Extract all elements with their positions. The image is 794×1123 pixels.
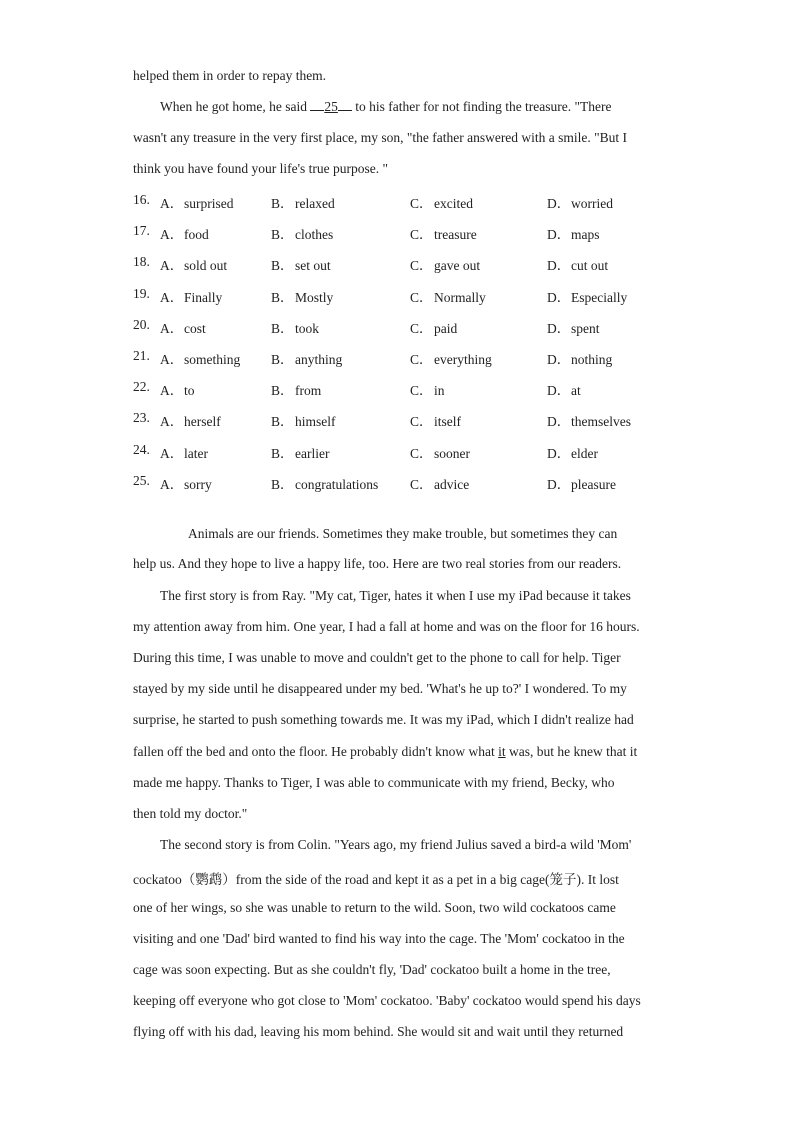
option-label: C． [410,196,433,211]
option-b [271,286,333,306]
passage1-line2: When he got home, he said 25 to his father for not finding the treasure. "There [160,99,612,114]
option-d [547,442,598,462]
passage2-p3-line7: flying off with his dad, leaving his mom behind. She would sit and wait until they returned [133,1024,624,1039]
option-label: D． [547,290,571,305]
option-a [160,223,209,243]
option-label: C． [410,227,433,242]
option-d [547,348,612,368]
option-c [410,379,445,399]
option-label: A． [160,196,184,211]
option-text: Finally [184,290,223,305]
option-label: D． [547,414,571,429]
option-text: themselves [571,414,631,429]
option-text: sorry [184,477,212,492]
option-b [271,442,329,462]
option-c [410,192,473,212]
passage2-p3-line2: cockatoo（鹦鹉）from the side of the road and kept it as a pet in a big cage(笼子). It lost [133,872,619,887]
option-label: B． [271,321,294,336]
option-label: D． [547,227,571,242]
question-row [133,442,673,462]
passage2-p3-line3: one of her wings, so she was unable to return to the wild. Soon, two wild cockatoos came [133,900,616,915]
option-text: from [295,383,322,398]
question-row [133,286,673,306]
option-text: cost [184,321,206,336]
option-c [410,442,470,462]
option-c [410,286,486,306]
option-text: himself [295,414,336,429]
option-d [547,473,616,493]
option-label: B． [271,352,294,367]
option-text: sold out [184,258,228,273]
question-number: 22. [133,379,150,394]
passage2-p3-line5: cage was soon expecting. But as she couldn't fly, 'Dad' cockatoo built a home in the tree, [133,962,611,977]
option-a [160,254,227,274]
option-c [410,410,461,430]
option-label: B． [271,383,294,398]
option-text: excited [434,196,473,211]
option-label: C． [410,352,433,367]
option-label: A． [160,477,184,492]
question-row [133,473,673,493]
passage2-p2-line3: During this time, I was unable to move and couldn't get to the phone to call for help. Tiger [133,650,621,665]
option-text: itself [434,414,461,429]
option-label: A． [160,352,184,367]
option-text: spent [571,321,600,336]
option-label: B． [271,258,294,273]
option-label: C． [410,321,433,336]
option-label: A． [160,414,184,429]
option-text: food [184,227,209,242]
option-d [547,379,581,399]
option-text: at [571,383,581,398]
option-c [410,254,480,274]
option-text: later [184,446,208,461]
passage2-p3-line4: visiting and one 'Dad' bird wanted to find his way into the cage. The 'Mom' cockatoo in the [133,931,625,946]
option-text: cut out [571,258,609,273]
option-d [547,286,627,306]
passage2-p2-line8: then told my doctor." [133,806,248,821]
passage1-line4: think you have found your life's true purpose. " [133,161,389,176]
option-text: worried [571,196,613,211]
option-label: D． [547,258,571,273]
passage2-p1-line2: help us. And they hope to live a happy life, too. Here are two real stories from our readers. [133,556,622,571]
option-label: B． [271,414,294,429]
option-label: D． [547,321,571,336]
passage1-line3: wasn't any treasure in the very first place, my son, "the father answered with a smile. "But I [133,130,628,145]
passage2-p2-line2: my attention away from him. One year, I had a fall at home and was on the floor for 16 hours. [133,619,640,634]
option-label: A． [160,446,184,461]
option-label: C． [410,414,433,429]
option-label: A． [160,383,184,398]
option-label: A． [160,321,184,336]
option-label: C． [410,446,433,461]
question-number: 18. [133,254,150,269]
option-text: pleasure [571,477,616,492]
question-number: 17. [133,223,150,238]
passage2-p3-line1: The second story is from Colin. "Years ago, my friend Julius saved a bird-a wild 'Mom' [160,837,632,852]
option-label: D． [547,383,571,398]
option-label: D． [547,196,571,211]
option-b [271,223,333,243]
passage2-p2-line5: surprise, he started to push something towards me. It was my iPad, which I didn't realize had [133,712,634,727]
option-label: C． [410,258,433,273]
option-d [547,192,613,212]
option-text: elder [571,446,598,461]
passage2-p2-line7: made me happy. Thanks to Tiger, I was able to communicate with my friend, Becky, who [133,775,615,790]
option-label: A． [160,227,184,242]
option-text: advice [434,477,470,492]
question-number: 16. [133,192,150,207]
option-text: something [184,352,241,367]
option-label: A． [160,258,184,273]
option-a [160,317,206,337]
option-label: A． [160,290,184,305]
option-text: Especially [571,290,628,305]
option-b [271,348,342,368]
option-text: to [184,383,195,398]
option-c [410,317,457,337]
option-label: B． [271,227,294,242]
option-d [547,223,600,243]
option-text: sooner [434,446,470,461]
question-row [133,317,673,337]
option-d [547,410,631,430]
option-a [160,473,212,493]
option-text: took [295,321,320,336]
option-b [271,410,336,430]
passage2-p3-line6: keeping off everyone who got close to 'Mom' cockatoo. 'Baby' cockatoo would spend his days [133,993,641,1008]
passage1-line1: helped them in order to repay them. [133,68,327,83]
option-c [410,348,492,368]
option-label: B． [271,446,294,461]
option-b [271,317,319,337]
passage2-p2-line4: stayed by my side until he disappeared under my bed. 'What's he up to?' I wondered. To my [133,681,627,696]
option-text: gave out [434,258,481,273]
option-text: congratulations [295,477,379,492]
question-number: 24. [133,442,150,457]
option-text: set out [295,258,331,273]
option-text: Normally [434,290,486,305]
option-text: herself [184,414,221,429]
question-row [133,192,673,212]
option-label: B． [271,290,294,305]
question-number: 19. [133,286,150,301]
question-number: 20. [133,317,150,332]
option-text: everything [434,352,492,367]
option-text: relaxed [295,196,335,211]
option-text: paid [434,321,458,336]
blank-25: 25 [324,99,338,114]
question-number: 25. [133,473,150,488]
option-label: C． [410,383,433,398]
question-number: 21. [133,348,150,363]
question-row [133,223,673,243]
question-row [133,379,673,399]
option-b [271,192,335,212]
option-label: D． [547,352,571,367]
option-label: D． [547,446,571,461]
option-a [160,192,234,212]
option-b [271,379,321,399]
option-c [410,223,477,243]
option-text: in [434,383,445,398]
option-text: nothing [571,352,613,367]
passage2-p2-line6: fallen off the bed and onto the floor. He probably didn't know what it was, but he knew that it [133,744,638,759]
question-row [133,348,673,368]
option-text: anything [295,352,343,367]
question-number: 23. [133,410,150,425]
option-c [410,473,469,493]
question-row [133,410,673,430]
passage2-p1-line1: Animals are our friends. Sometimes they make trouble, but sometimes they can [188,526,618,541]
option-text: Mostly [295,290,334,305]
question-row [133,254,673,274]
option-label: B． [271,477,294,492]
option-text: treasure [434,227,477,242]
underlined-it: it [498,744,506,759]
option-a [160,348,240,368]
option-b [271,473,378,493]
option-d [547,317,600,337]
option-label: B． [271,196,294,211]
option-text: earlier [295,446,330,461]
option-text: clothes [295,227,334,242]
option-b [271,254,331,274]
option-a [160,442,208,462]
option-a [160,286,222,306]
option-label: D． [547,477,571,492]
option-text: maps [571,227,600,242]
option-label: C． [410,477,433,492]
option-a [160,379,195,399]
passage2-p2-line1: The first story is from Ray. "My cat, Tiger, hates it when I use my iPad because it takes [160,588,631,603]
option-a [160,410,221,430]
option-d [547,254,608,274]
option-label: C． [410,290,433,305]
option-text: surprised [184,196,234,211]
